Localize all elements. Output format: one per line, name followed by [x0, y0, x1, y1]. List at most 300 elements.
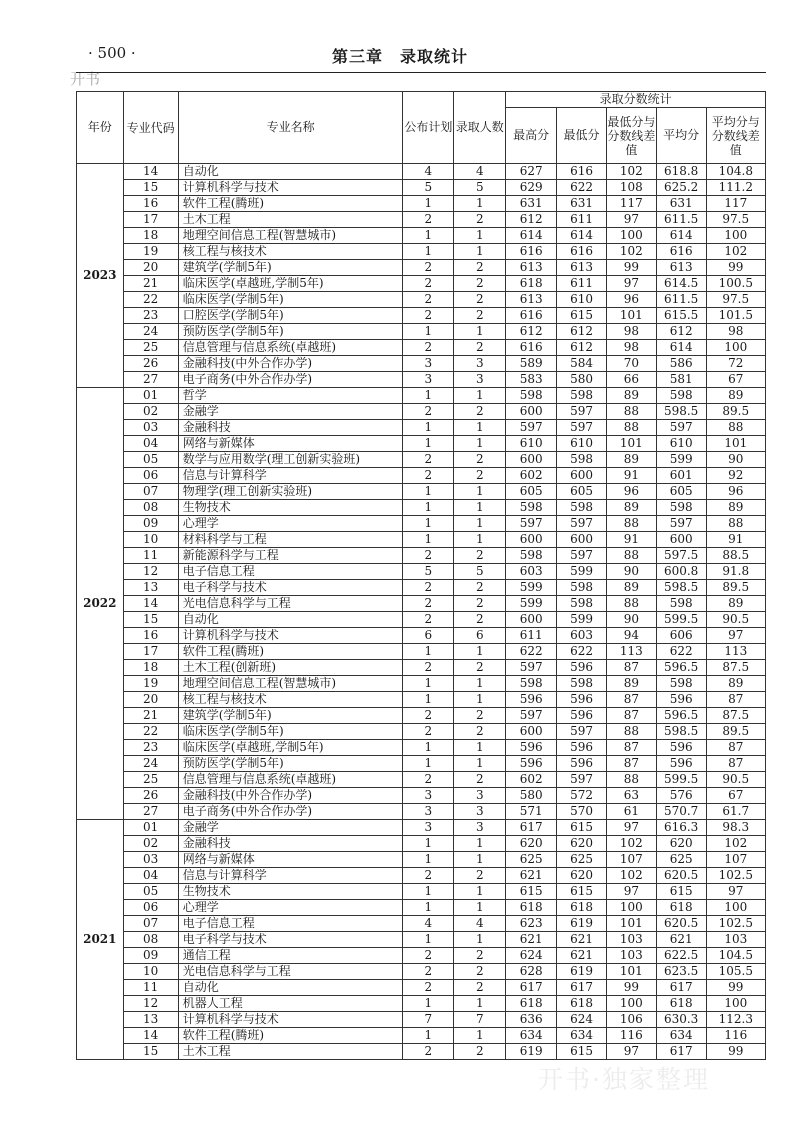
planned-cell: 7 [403, 1012, 454, 1028]
avg-diff-cell: 98 [706, 324, 765, 340]
admitted-cell: 1 [454, 324, 506, 340]
table-row [77, 548, 766, 564]
admitted-cell: 7 [454, 1012, 506, 1028]
major-name-cell: 信息管理与信息系统(卓越班) [178, 340, 403, 356]
avg-diff-cell: 97 [706, 628, 765, 644]
planned-cell: 2 [403, 660, 454, 676]
col-header-min: 最低分 [557, 108, 607, 164]
avg-cell: 610 [656, 436, 706, 452]
max-cell: 628 [506, 964, 557, 980]
table-body [77, 164, 766, 1060]
planned-cell: 2 [403, 708, 454, 724]
max-cell: 617 [506, 980, 557, 996]
avg-diff-cell: 100 [706, 996, 765, 1012]
year-cell: 2023 [77, 164, 124, 388]
avg-diff-cell: 102.5 [706, 868, 765, 884]
avg-diff-cell: 97 [706, 884, 765, 900]
planned-cell: 3 [403, 356, 454, 372]
table-row [77, 260, 766, 276]
max-cell: 600 [506, 612, 557, 628]
max-cell: 589 [506, 356, 557, 372]
planned-cell: 1 [403, 676, 454, 692]
avg-cell: 620 [656, 836, 706, 852]
major-code-cell: 10 [123, 532, 178, 548]
page-number: · 500 · [88, 44, 136, 62]
admitted-cell: 1 [454, 244, 506, 260]
max-cell: 605 [506, 484, 557, 500]
admitted-cell: 1 [454, 196, 506, 212]
avg-cell: 615 [656, 884, 706, 900]
planned-cell: 3 [403, 372, 454, 388]
planned-cell: 2 [403, 868, 454, 884]
avg-cell: 614 [656, 228, 706, 244]
table-row [77, 612, 766, 628]
avg-diff-cell: 87.5 [706, 708, 765, 724]
major-name-cell: 新能源科学与工程 [178, 548, 403, 564]
min-diff-cell: 91 [606, 532, 656, 548]
min-cell: 611 [557, 212, 607, 228]
avg-cell: 598.5 [656, 404, 706, 420]
avg-cell: 611.5 [656, 212, 706, 228]
avg-diff-cell: 97.5 [706, 212, 765, 228]
avg-diff-cell: 89.5 [706, 580, 765, 596]
admitted-cell: 1 [454, 996, 506, 1012]
min-cell: 622 [557, 644, 607, 660]
table-row [77, 980, 766, 996]
admitted-cell: 2 [454, 292, 506, 308]
major-name-cell: 生物技术 [178, 884, 403, 900]
avg-diff-cell: 67 [706, 788, 765, 804]
planned-cell: 2 [403, 276, 454, 292]
avg-cell: 606 [656, 628, 706, 644]
major-name-cell: 金融学 [178, 404, 403, 420]
major-code-cell: 06 [123, 900, 178, 916]
major-code-cell: 10 [123, 964, 178, 980]
table-row [77, 724, 766, 740]
avg-cell: 599.5 [656, 612, 706, 628]
avg-cell: 616.3 [656, 820, 706, 836]
major-name-cell: 土木工程 [178, 1044, 403, 1060]
avg-cell: 597.5 [656, 548, 706, 564]
max-cell: 618 [506, 996, 557, 1012]
major-code-cell: 12 [123, 996, 178, 1012]
admitted-cell: 1 [454, 532, 506, 548]
min-cell: 616 [557, 244, 607, 260]
major-code-cell: 17 [123, 644, 178, 660]
major-code-cell: 19 [123, 244, 178, 260]
avg-cell: 620.5 [656, 868, 706, 884]
max-cell: 600 [506, 452, 557, 468]
major-name-cell: 自动化 [178, 164, 403, 180]
avg-cell: 598 [656, 596, 706, 612]
max-cell: 621 [506, 868, 557, 884]
table-row [77, 196, 766, 212]
table-row [77, 372, 766, 388]
min-cell: 620 [557, 836, 607, 852]
major-code-cell: 26 [123, 788, 178, 804]
avg-cell: 625 [656, 852, 706, 868]
major-name-cell: 机器人工程 [178, 996, 403, 1012]
avg-diff-cell: 104.5 [706, 948, 765, 964]
planned-cell: 2 [403, 980, 454, 996]
avg-cell: 586 [656, 356, 706, 372]
planned-cell: 1 [403, 196, 454, 212]
planned-cell: 2 [403, 212, 454, 228]
min-diff-cell: 99 [606, 260, 656, 276]
avg-cell: 605 [656, 484, 706, 500]
avg-cell: 617 [656, 980, 706, 996]
major-name-cell: 自动化 [178, 980, 403, 996]
table-row [77, 180, 766, 196]
major-code-cell: 05 [123, 884, 178, 900]
year-cell: 2022 [77, 388, 124, 820]
min-diff-cell: 91 [606, 468, 656, 484]
major-name-cell: 电子商务(中外合作办学) [178, 804, 403, 820]
major-code-cell: 02 [123, 836, 178, 852]
avg-diff-cell: 100.5 [706, 276, 765, 292]
max-cell: 620 [506, 836, 557, 852]
major-name-cell: 网络与新媒体 [178, 852, 403, 868]
min-diff-cell: 107 [606, 852, 656, 868]
table-row [77, 324, 766, 340]
planned-cell: 1 [403, 500, 454, 516]
major-code-cell: 07 [123, 916, 178, 932]
major-code-cell: 03 [123, 420, 178, 436]
min-cell: 611 [557, 276, 607, 292]
planned-cell: 1 [403, 532, 454, 548]
chapter-title: 第三章 录取统计 [331, 47, 468, 66]
planned-cell: 2 [403, 1044, 454, 1060]
admitted-cell: 1 [454, 1028, 506, 1044]
table-row [77, 564, 766, 580]
major-name-cell: 计算机科学与技术 [178, 628, 403, 644]
table-row [77, 852, 766, 868]
min-diff-cell: 87 [606, 740, 656, 756]
min-diff-cell: 117 [606, 196, 656, 212]
avg-diff-cell: 90 [706, 452, 765, 468]
max-cell: 612 [506, 212, 557, 228]
max-cell: 627 [506, 164, 557, 180]
avg-diff-cell: 107 [706, 852, 765, 868]
planned-cell: 1 [403, 244, 454, 260]
min-diff-cell: 102 [606, 868, 656, 884]
col-header-max: 最高分 [506, 108, 557, 164]
admitted-cell: 1 [454, 884, 506, 900]
major-code-cell: 22 [123, 292, 178, 308]
avg-cell: 631 [656, 196, 706, 212]
avg-diff-cell: 100 [706, 340, 765, 356]
planned-cell: 1 [403, 1028, 454, 1044]
avg-diff-cell: 101.5 [706, 308, 765, 324]
table-row [77, 468, 766, 484]
major-name-cell: 地理空间信息工程(智慧城市) [178, 676, 403, 692]
table-row [77, 900, 766, 916]
avg-diff-cell: 89.5 [706, 724, 765, 740]
min-cell: 615 [557, 308, 607, 324]
major-name-cell: 信息管理与信息系统(卓越班) [178, 772, 403, 788]
admitted-cell: 2 [454, 1044, 506, 1060]
min-cell: 597 [557, 548, 607, 564]
major-name-cell: 软件工程(腾班) [178, 644, 403, 660]
avg-cell: 618 [656, 900, 706, 916]
avg-diff-cell: 87 [706, 740, 765, 756]
max-cell: 597 [506, 708, 557, 724]
avg-cell: 601 [656, 468, 706, 484]
table-row [77, 820, 766, 836]
min-cell: 621 [557, 932, 607, 948]
max-cell: 571 [506, 804, 557, 820]
major-name-cell: 建筑学(学制5年) [178, 260, 403, 276]
major-code-cell: 08 [123, 500, 178, 516]
table-row [77, 692, 766, 708]
min-diff-cell: 116 [606, 1028, 656, 1044]
major-code-cell: 12 [123, 564, 178, 580]
major-name-cell: 软件工程(腾班) [178, 196, 403, 212]
table-row [77, 164, 766, 180]
avg-cell: 597 [656, 516, 706, 532]
major-name-cell: 生物技术 [178, 500, 403, 516]
avg-diff-cell: 91 [706, 532, 765, 548]
avg-cell: 615.5 [656, 308, 706, 324]
admitted-cell: 1 [454, 420, 506, 436]
max-cell: 600 [506, 532, 557, 548]
min-cell: 624 [557, 1012, 607, 1028]
planned-cell: 3 [403, 788, 454, 804]
major-name-cell: 数学与应用数学(理工创新实验班) [178, 452, 403, 468]
planned-cell: 1 [403, 228, 454, 244]
major-name-cell: 土木工程 [178, 212, 403, 228]
planned-cell: 3 [403, 820, 454, 836]
avg-cell: 622.5 [656, 948, 706, 964]
min-diff-cell: 102 [606, 244, 656, 260]
max-cell: 616 [506, 244, 557, 260]
admitted-cell: 5 [454, 564, 506, 580]
publisher-logo: 开书 [70, 70, 101, 88]
planned-cell: 2 [403, 340, 454, 356]
planned-cell: 1 [403, 740, 454, 756]
major-code-cell: 02 [123, 404, 178, 420]
max-cell: 612 [506, 324, 557, 340]
major-code-cell: 15 [123, 180, 178, 196]
table-row [77, 212, 766, 228]
min-diff-cell: 89 [606, 388, 656, 404]
major-code-cell: 11 [123, 980, 178, 996]
min-diff-cell: 88 [606, 596, 656, 612]
planned-cell: 2 [403, 580, 454, 596]
max-cell: 619 [506, 1044, 557, 1060]
avg-cell: 634 [656, 1028, 706, 1044]
max-cell: 613 [506, 292, 557, 308]
max-cell: 600 [506, 404, 557, 420]
min-diff-cell: 101 [606, 436, 656, 452]
major-name-cell: 电子信息工程 [178, 916, 403, 932]
major-name-cell: 金融科技(中外合作办学) [178, 356, 403, 372]
table-row [77, 580, 766, 596]
max-cell: 610 [506, 436, 557, 452]
avg-diff-cell: 101 [706, 436, 765, 452]
avg-diff-cell: 67 [706, 372, 765, 388]
min-diff-cell: 108 [606, 180, 656, 196]
min-cell: 634 [557, 1028, 607, 1044]
avg-diff-cell: 89 [706, 388, 765, 404]
min-diff-cell: 98 [606, 340, 656, 356]
planned-cell: 1 [403, 516, 454, 532]
min-cell: 598 [557, 676, 607, 692]
major-name-cell: 电子信息工程 [178, 564, 403, 580]
admitted-cell: 2 [454, 276, 506, 292]
major-code-cell: 23 [123, 740, 178, 756]
major-name-cell: 哲学 [178, 388, 403, 404]
table-row [77, 404, 766, 420]
avg-cell: 599 [656, 452, 706, 468]
min-cell: 597 [557, 772, 607, 788]
major-name-cell: 临床医学(卓越班,学制5年) [178, 276, 403, 292]
table-row [77, 756, 766, 772]
major-name-cell: 金融学 [178, 820, 403, 836]
min-diff-cell: 106 [606, 1012, 656, 1028]
avg-diff-cell: 89 [706, 500, 765, 516]
avg-diff-cell: 90.5 [706, 772, 765, 788]
major-name-cell: 临床医学(学制5年) [178, 724, 403, 740]
admitted-cell: 1 [454, 836, 506, 852]
planned-cell: 1 [403, 852, 454, 868]
min-diff-cell: 101 [606, 916, 656, 932]
avg-diff-cell: 89.5 [706, 404, 765, 420]
avg-diff-cell: 99 [706, 980, 765, 996]
min-diff-cell: 90 [606, 564, 656, 580]
max-cell: 598 [506, 388, 557, 404]
avg-cell: 614.5 [656, 276, 706, 292]
table-row [77, 244, 766, 260]
admitted-cell: 1 [454, 436, 506, 452]
min-diff-cell: 97 [606, 884, 656, 900]
major-code-cell: 24 [123, 324, 178, 340]
min-cell: 610 [557, 292, 607, 308]
major-code-cell: 23 [123, 308, 178, 324]
major-name-cell: 心理学 [178, 516, 403, 532]
table-row [77, 964, 766, 980]
min-cell: 615 [557, 1044, 607, 1060]
major-name-cell: 地理空间信息工程(智慧城市) [178, 228, 403, 244]
min-diff-cell: 88 [606, 548, 656, 564]
min-cell: 619 [557, 916, 607, 932]
max-cell: 596 [506, 756, 557, 772]
admitted-cell: 1 [454, 852, 506, 868]
major-name-cell: 光电信息科学与工程 [178, 596, 403, 612]
avg-diff-cell: 88 [706, 516, 765, 532]
major-code-cell: 27 [123, 372, 178, 388]
min-diff-cell: 70 [606, 356, 656, 372]
avg-cell: 596 [656, 692, 706, 708]
avg-cell: 612 [656, 324, 706, 340]
avg-cell: 622 [656, 644, 706, 660]
avg-diff-cell: 72 [706, 356, 765, 372]
planned-cell: 1 [403, 388, 454, 404]
avg-diff-cell: 88 [706, 420, 765, 436]
major-code-cell: 21 [123, 708, 178, 724]
min-cell: 613 [557, 260, 607, 276]
min-cell: 615 [557, 884, 607, 900]
admitted-cell: 1 [454, 500, 506, 516]
avg-diff-cell: 97.5 [706, 292, 765, 308]
min-diff-cell: 100 [606, 900, 656, 916]
avg-diff-cell: 113 [706, 644, 765, 660]
major-code-cell: 20 [123, 260, 178, 276]
major-code-cell: 14 [123, 164, 178, 180]
min-diff-cell: 88 [606, 404, 656, 420]
min-cell: 612 [557, 340, 607, 356]
planned-cell: 2 [403, 548, 454, 564]
admitted-cell: 2 [454, 212, 506, 228]
admitted-cell: 3 [454, 372, 506, 388]
max-cell: 616 [506, 340, 557, 356]
max-cell: 597 [506, 420, 557, 436]
major-code-cell: 07 [123, 484, 178, 500]
major-name-cell: 软件工程(腾班) [178, 1028, 403, 1044]
major-code-cell: 04 [123, 436, 178, 452]
min-cell: 610 [557, 436, 607, 452]
major-name-cell: 核工程与核技术 [178, 692, 403, 708]
max-cell: 623 [506, 916, 557, 932]
min-cell: 597 [557, 404, 607, 420]
avg-cell: 600.8 [656, 564, 706, 580]
max-cell: 599 [506, 596, 557, 612]
admitted-cell: 1 [454, 756, 506, 772]
major-code-cell: 13 [123, 1012, 178, 1028]
max-cell: 599 [506, 580, 557, 596]
min-diff-cell: 87 [606, 756, 656, 772]
planned-cell: 2 [403, 260, 454, 276]
table-row [77, 228, 766, 244]
table-row [77, 628, 766, 644]
major-code-cell: 03 [123, 852, 178, 868]
col-header-year: 年份 [77, 92, 124, 164]
avg-cell: 596.5 [656, 660, 706, 676]
planned-cell: 2 [403, 596, 454, 612]
avg-diff-cell: 100 [706, 900, 765, 916]
admitted-cell: 4 [454, 916, 506, 932]
admitted-cell: 1 [454, 388, 506, 404]
admitted-cell: 1 [454, 692, 506, 708]
table-row [77, 452, 766, 468]
table-row [77, 916, 766, 932]
major-name-cell: 计算机科学与技术 [178, 1012, 403, 1028]
major-name-cell: 核工程与核技术 [178, 244, 403, 260]
max-cell: 621 [506, 932, 557, 948]
major-name-cell: 网络与新媒体 [178, 436, 403, 452]
max-cell: 622 [506, 644, 557, 660]
min-cell: 614 [557, 228, 607, 244]
admitted-cell: 2 [454, 548, 506, 564]
col-header-avg-diff: 平均分与分数线差值 [706, 108, 765, 164]
planned-cell: 1 [403, 420, 454, 436]
major-name-cell: 电子商务(中外合作办学) [178, 372, 403, 388]
avg-diff-cell: 105.5 [706, 964, 765, 980]
min-cell: 599 [557, 612, 607, 628]
min-cell: 625 [557, 852, 607, 868]
min-cell: 631 [557, 196, 607, 212]
watermark: 开书·独家整理 [538, 1065, 710, 1094]
min-cell: 600 [557, 468, 607, 484]
planned-cell: 2 [403, 308, 454, 324]
min-diff-cell: 87 [606, 692, 656, 708]
max-cell: 583 [506, 372, 557, 388]
avg-diff-cell: 112.3 [706, 1012, 765, 1028]
table-row [77, 676, 766, 692]
avg-cell: 598 [656, 500, 706, 516]
min-diff-cell: 97 [606, 212, 656, 228]
max-cell: 624 [506, 948, 557, 964]
